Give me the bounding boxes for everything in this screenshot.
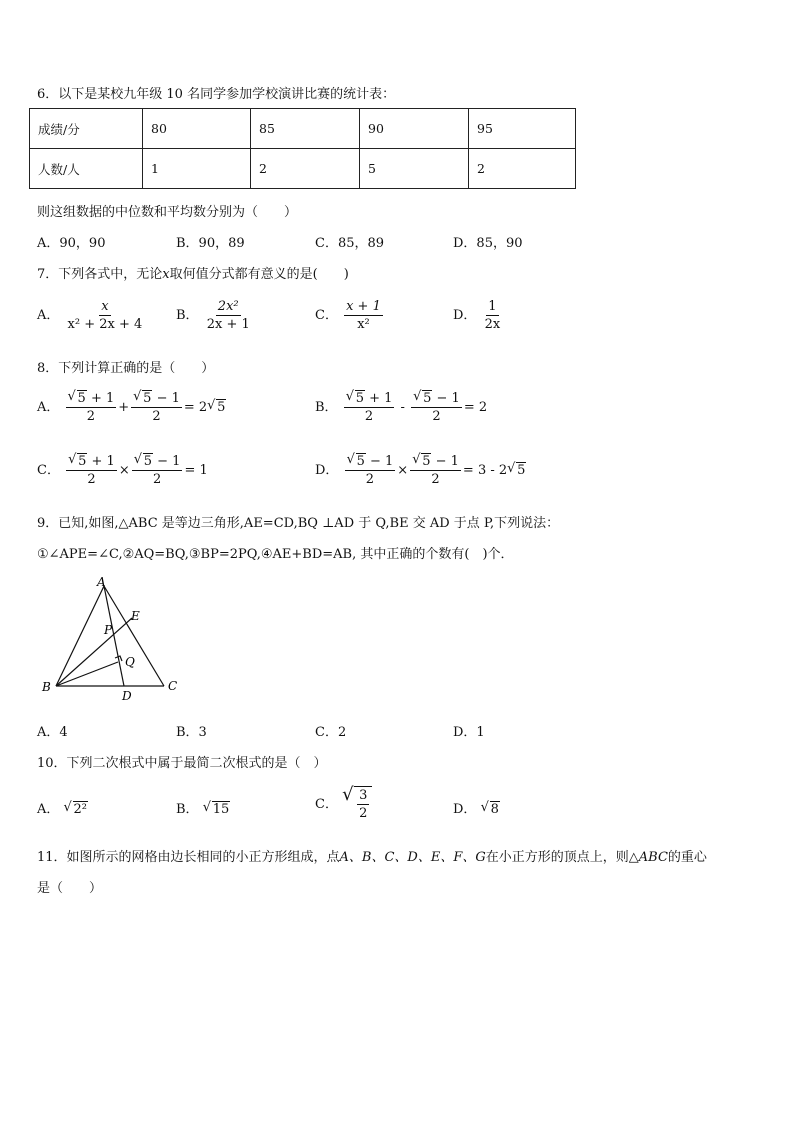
fraction [131, 390, 182, 425]
q6-option-d: D．85，90 [453, 236, 523, 251]
denominator: 2x + 1 [206, 317, 250, 332]
q6-option-a: A．90，90 [37, 236, 106, 251]
table-cell: 80 [143, 109, 251, 149]
table-cell: 1 [143, 149, 251, 189]
q9-option-b: B．3 [176, 725, 207, 740]
label-p: P [104, 623, 113, 637]
label-e: E [131, 609, 140, 623]
q6-stem: 6．以下是某校九年级 10 名同学参加学校演讲比赛的统计表： [37, 87, 396, 102]
numerator: x + 1 [346, 299, 381, 314]
fraction [66, 453, 117, 488]
denominator: x² + 2x + 4 [67, 317, 143, 332]
q9-option-d: D．1 [453, 725, 485, 740]
numerator-rest: − 1 [365, 454, 394, 469]
sqrt-sign [346, 390, 365, 407]
sqrt-sign [507, 463, 526, 478]
q7-option-b [176, 298, 254, 333]
radicand: 5 [356, 454, 365, 469]
q11-triangle: △ABC [628, 850, 668, 865]
table-cell: 95 [469, 109, 576, 149]
denominator: 2 [86, 409, 96, 424]
q10-stem: 10．下列二次根式中属于最简二次根式的是（ ） [37, 756, 327, 771]
fraction [344, 390, 395, 425]
denominator: 2 [152, 472, 162, 487]
equals: = 1 [184, 463, 208, 478]
option-label: B． [176, 802, 199, 817]
q8-option-d [315, 453, 526, 488]
sqrt-sign [133, 390, 152, 407]
table-cell: 成绩/分 [30, 109, 143, 149]
q7-option-c [315, 298, 385, 333]
denominator: 2 [431, 472, 440, 487]
option-label: D． [453, 308, 477, 323]
numerator: 2x² [217, 299, 239, 314]
sqrt-sign [412, 453, 431, 470]
operator: × [118, 463, 130, 478]
denominator: 2x [484, 317, 501, 332]
q7-stem-pre: 7．下列各式中，无论 [37, 267, 163, 282]
equals: = 3 - 2 [462, 463, 508, 478]
edge-ab [56, 586, 104, 686]
numerator-rest: − 1 [432, 391, 460, 406]
sqrt-sign [342, 786, 372, 822]
label-q: Q [125, 655, 135, 669]
segment-be [56, 618, 132, 686]
q9-stem-line2: ①∠APE=∠C,②AQ=BQ,③BP=2PQ,④AE+BD=AB, 其中正确的个数有( )个． [37, 547, 514, 562]
q7-option-d [453, 298, 504, 333]
numerator [345, 453, 396, 471]
fraction [344, 298, 383, 333]
q8-option-a [37, 390, 226, 425]
label-c: C [168, 679, 178, 693]
q6-question: 则这组数据的中位数和平均数分别为（ ） [37, 205, 298, 220]
option-label: A． [37, 308, 60, 323]
option-label: C． [37, 463, 60, 478]
option-label: C． [315, 308, 338, 323]
sqrt-sign [481, 802, 500, 817]
q10-option-b [176, 798, 230, 817]
numerator: 1 [488, 299, 497, 314]
option-label: B． [176, 308, 199, 323]
fraction [410, 453, 461, 488]
q7-stem-post: 取何值分式都有意义的是( ) [169, 267, 349, 282]
q6-stats-table [29, 108, 576, 189]
radicand: 5 [78, 454, 87, 469]
numerator [131, 390, 182, 408]
numerator [66, 390, 117, 408]
q11-text-post: 的重心 [667, 850, 707, 865]
fraction [205, 298, 252, 333]
q10-option-a [37, 798, 88, 817]
radicand [354, 786, 372, 822]
table-cell: 85 [251, 109, 360, 149]
q7-stem-var: x [162, 267, 170, 282]
denominator: 2 [365, 472, 375, 487]
radicand: 5 [422, 454, 431, 469]
equals: = 2 [463, 400, 488, 415]
sqrt-sign [68, 453, 87, 470]
q6-option-b: B．90，89 [176, 236, 245, 251]
table-cell: 人数/人 [30, 149, 143, 189]
radicand: 5 [517, 463, 526, 478]
numerator [411, 390, 462, 408]
operator: × [397, 463, 409, 478]
fraction [66, 390, 117, 425]
radicand: 2² [73, 802, 88, 817]
table-cell: 2 [469, 149, 576, 189]
sqrt-sign [207, 400, 226, 415]
q7-stem [37, 263, 349, 282]
sqrt-sign [64, 802, 88, 817]
q8-option-c [37, 453, 208, 488]
label-a: A [97, 575, 106, 589]
q7-option-a [37, 298, 146, 333]
sqrt-sign [134, 453, 153, 470]
numerator-rest: + 1 [86, 391, 115, 406]
radicand: 5 [423, 391, 432, 406]
denominator: 2 [432, 409, 441, 424]
q11-text-pre: 11．如图所示的网格由边长相同的小正方形组成，点 [37, 850, 340, 865]
radicand: 15 [212, 802, 230, 817]
numerator-rest: + 1 [364, 391, 393, 406]
label-d: D [122, 689, 132, 703]
denominator: 2 [364, 409, 374, 424]
radicand: 5 [143, 391, 152, 406]
option-label: B． [315, 400, 338, 415]
denominator: 2 [152, 409, 161, 424]
option-label: A． [37, 400, 60, 415]
numerator [344, 390, 395, 408]
q6-option-c: C．85，89 [315, 236, 385, 251]
numerator-rest: − 1 [153, 454, 181, 469]
q10-option-c [315, 786, 372, 822]
q10-option-d [453, 798, 500, 817]
q11-stem-line2: 是（ ） [37, 881, 103, 896]
sqrt-sign [203, 802, 231, 817]
q8-stem: 8．下列计算正确的是（ ） [37, 361, 215, 376]
numerator [66, 453, 117, 471]
operator: + [118, 400, 130, 415]
table-row [30, 149, 576, 189]
equals: = 2 [183, 400, 208, 415]
q8-option-b [315, 390, 487, 425]
option-label: D． [453, 802, 477, 817]
denominator: 2 [87, 472, 96, 487]
radicand: 5 [77, 391, 86, 406]
radicand: 8 [490, 802, 499, 817]
numerator: √ 3 [359, 788, 368, 803]
fraction [345, 453, 396, 488]
numerator [410, 453, 461, 471]
radicand: 5 [355, 391, 364, 406]
denominator: 2 [359, 806, 368, 821]
fraction [132, 453, 183, 488]
table-cell: 5 [360, 149, 469, 189]
radicand: 5 [217, 400, 226, 415]
fraction [411, 390, 462, 425]
q11-points: A、B、C、D、E、F、G [339, 850, 486, 865]
radicand: 5 [143, 454, 152, 469]
option-label: C． [315, 797, 338, 812]
q9-option-c: C．2 [315, 725, 347, 740]
q9-option-a: A．4 [37, 725, 68, 740]
sqrt-sign [413, 390, 432, 407]
table-cell: 2 [251, 149, 360, 189]
fraction [357, 787, 369, 822]
q11-stem-line1 [37, 846, 707, 865]
option-label: A． [37, 802, 60, 817]
fraction [483, 298, 503, 333]
fraction [66, 298, 145, 333]
q9-stem-line1: 9．已知,如图,△ABC 是等边三角形,AE=CD,BQ ⊥AD 于 Q,BE 交 AD 于点 P,下列说法： [37, 516, 560, 531]
q11-text-mid: 在小正方形的顶点上，则 [485, 850, 629, 865]
numerator-rest: + 1 [87, 454, 115, 469]
table-cell: 90 [360, 109, 469, 149]
sqrt-sign [347, 453, 366, 470]
denominator: x² [357, 317, 370, 332]
numerator-rest: − 1 [431, 454, 459, 469]
label-b: B [42, 680, 51, 694]
q9-triangle-figure [36, 574, 186, 706]
option-label: D． [315, 463, 339, 478]
sqrt-sign [68, 390, 87, 407]
numerator [132, 453, 183, 471]
table-row [30, 109, 576, 149]
operator: - [396, 400, 410, 415]
numerator-rest: − 1 [152, 391, 180, 406]
edge-ac [104, 586, 164, 686]
numerator: x [101, 299, 109, 314]
